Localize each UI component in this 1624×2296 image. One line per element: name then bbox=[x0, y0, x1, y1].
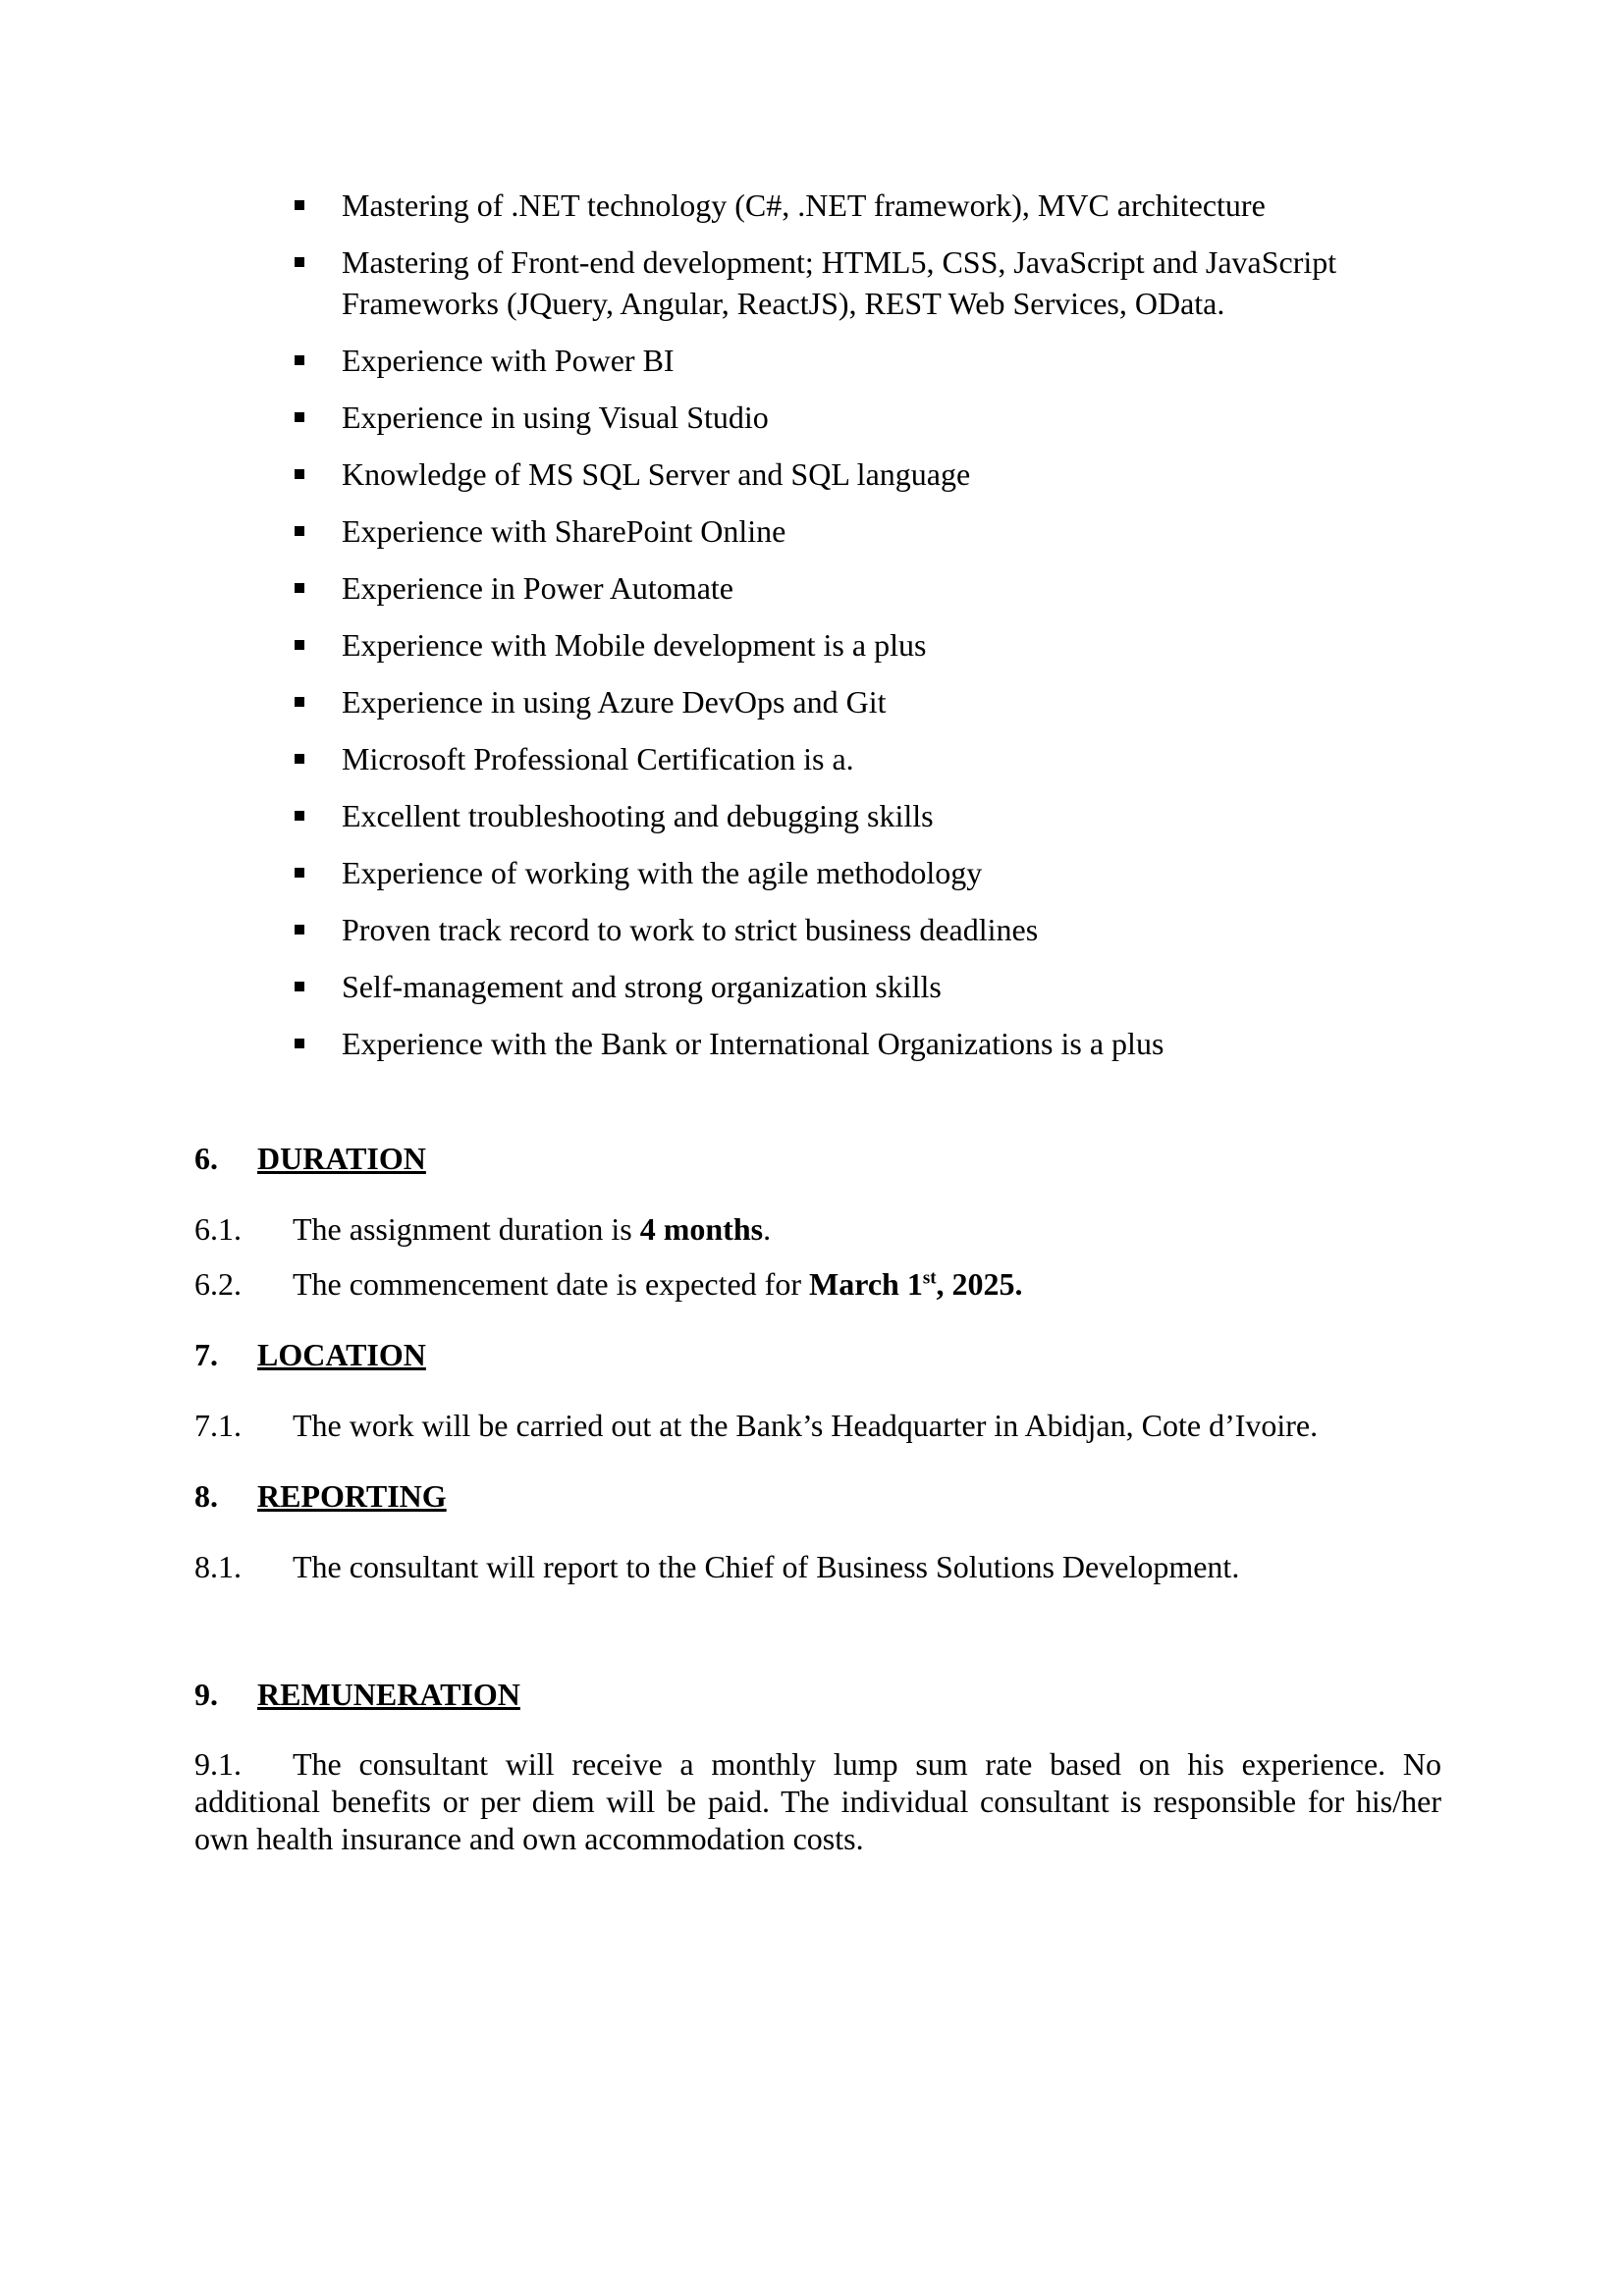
skill-item bbox=[291, 909, 1439, 950]
square-bullet-icon bbox=[295, 868, 304, 878]
clause-number: 8.1. bbox=[194, 1549, 242, 1584]
clause-number: 7.1. bbox=[194, 1408, 242, 1443]
remuneration-section bbox=[194, 1675, 1441, 1857]
clause-bold-text: 4 months bbox=[639, 1211, 764, 1247]
skill-text: Mastering of .NET technology (C#, .NET framework), MVC architecture bbox=[342, 187, 1266, 223]
skill-text: Excellent troubleshooting and debugging skills bbox=[342, 798, 934, 833]
skill-item bbox=[291, 510, 1439, 552]
duration-section bbox=[194, 1139, 1441, 1304]
skill-text: Mastering of Front-end development; HTML5, CSS, JavaScript and JavaScript Frameworks (JQuery, Angular, ReactJS), REST Web Services, OData. bbox=[342, 244, 1337, 321]
clause-number: 6.1. bbox=[194, 1211, 242, 1247]
clause-number: 6.2. bbox=[194, 1266, 242, 1302]
square-bullet-icon bbox=[295, 412, 304, 422]
clause bbox=[194, 1406, 1441, 1445]
section-number: 7. bbox=[194, 1337, 218, 1372]
skill-text: Experience in Power Automate bbox=[342, 570, 733, 606]
square-bullet-icon bbox=[295, 925, 304, 934]
section-heading bbox=[194, 1675, 1441, 1714]
skill-text: Knowledge of MS SQL Server and SQL language bbox=[342, 456, 971, 492]
skill-text: Experience in using Azure DevOps and Git bbox=[342, 684, 887, 720]
skill-text: Self-management and strong organization skills bbox=[342, 969, 942, 1004]
skill-item bbox=[291, 454, 1439, 495]
skill-text: Experience of working with the agile methodology bbox=[342, 855, 983, 890]
skill-item bbox=[291, 567, 1439, 609]
clause-number: 9.1. bbox=[194, 1746, 242, 1782]
skill-item bbox=[291, 738, 1439, 779]
clause-text bbox=[293, 1264, 1023, 1304]
square-bullet-icon bbox=[295, 754, 304, 764]
clause-bold-text bbox=[809, 1266, 1023, 1302]
square-bullet-icon bbox=[295, 526, 304, 536]
section-heading bbox=[194, 1139, 1441, 1178]
section-title: REPORTING bbox=[257, 1478, 447, 1514]
section-number: 9. bbox=[194, 1677, 218, 1712]
square-bullet-icon bbox=[295, 583, 304, 593]
square-bullet-icon bbox=[295, 640, 304, 650]
clause bbox=[194, 1264, 1441, 1304]
square-bullet-icon bbox=[295, 697, 304, 707]
clause bbox=[194, 1209, 1441, 1249]
section-heading bbox=[194, 1335, 1441, 1374]
skill-text: Experience with the Bank or International Organizations is a plus bbox=[342, 1026, 1164, 1061]
skill-item bbox=[291, 185, 1439, 226]
clause-text: The consultant will receive a monthly lump sum rate based on his experience. No additional benefits or per diem will be paid. The individual consultant is responsible for his/her own health insurance and own accommodation costs. bbox=[194, 1746, 1441, 1856]
section-title: REMUNERATION bbox=[257, 1677, 520, 1712]
section-title: LOCATION bbox=[257, 1337, 426, 1372]
skill-item bbox=[291, 340, 1439, 381]
section-heading bbox=[194, 1476, 1441, 1516]
square-bullet-icon bbox=[295, 257, 304, 267]
location-section bbox=[194, 1335, 1441, 1445]
skill-item bbox=[291, 852, 1439, 893]
clause-paragraph bbox=[194, 1745, 1441, 1857]
clause-text bbox=[293, 1209, 771, 1249]
skill-item bbox=[291, 241, 1439, 324]
clause-text: The consultant will report to the Chief of Business Solutions Development. bbox=[293, 1549, 1240, 1584]
clause bbox=[194, 1547, 1441, 1586]
square-bullet-icon bbox=[295, 982, 304, 991]
skills-list bbox=[291, 185, 1439, 1080]
skill-text: Proven track record to work to strict business deadlines bbox=[342, 912, 1039, 947]
skill-text: Microsoft Professional Certification is a. bbox=[342, 741, 854, 776]
skill-text: Experience with SharePoint Online bbox=[342, 513, 786, 549]
clause-text-part: The assignment duration is bbox=[293, 1211, 640, 1247]
square-bullet-icon bbox=[295, 355, 304, 365]
square-bullet-icon bbox=[295, 1039, 304, 1048]
clause-bold-part: , 2025. bbox=[936, 1266, 1023, 1302]
skill-text: Experience in using Visual Studio bbox=[342, 400, 769, 435]
square-bullet-icon bbox=[295, 200, 304, 210]
section-number: 6. bbox=[194, 1141, 218, 1176]
skill-text: Experience with Mobile development is a plus bbox=[342, 627, 927, 663]
section-title: DURATION bbox=[257, 1141, 426, 1176]
skill-item bbox=[291, 397, 1439, 438]
skill-item bbox=[291, 795, 1439, 836]
skill-item bbox=[291, 966, 1439, 1007]
square-bullet-icon bbox=[295, 811, 304, 821]
clause-superscript: st bbox=[922, 1267, 937, 1289]
square-bullet-icon bbox=[295, 469, 304, 479]
reporting-section bbox=[194, 1476, 1441, 1586]
skill-text: Experience with Power BI bbox=[342, 343, 675, 378]
skill-item bbox=[291, 1023, 1439, 1064]
clause-text-part: The commencement date is expected for bbox=[293, 1266, 809, 1302]
skill-item bbox=[291, 624, 1439, 666]
section-number: 8. bbox=[194, 1478, 218, 1514]
skill-item bbox=[291, 681, 1439, 722]
clause-text: The work will be carried out at the Bank’s Headquarter in Abidjan, Cote d’Ivoire. bbox=[293, 1408, 1319, 1443]
clause-text-part: . bbox=[763, 1211, 772, 1247]
clause-bold-part: March 1 bbox=[808, 1266, 923, 1302]
